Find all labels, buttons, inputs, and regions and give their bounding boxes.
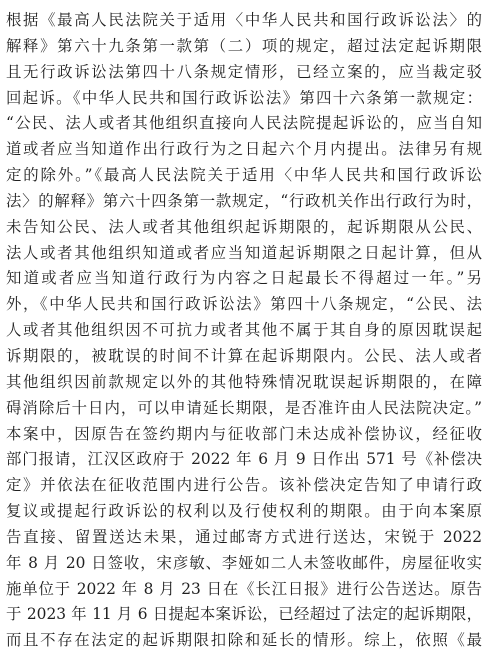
text-line: “公民、法人或者其他组织直接向人民法院提起诉讼的，应当自知: [6, 114, 482, 133]
text-line: 道或者应当知道作出行政行为之日起六个月内提出。法律另有规: [6, 140, 482, 159]
text-line: 未告知公民、法人或者其他组织起诉期限的，起诉期限从公民、: [6, 217, 482, 236]
text-line: 诉期限的，被耽误的时间不计算在起诉期限内。公民、法人或者: [6, 346, 482, 365]
text-line: 而且不存在法定的起诉期限扣除和延长的情形。综上，依照《最: [6, 631, 482, 650]
text-line: 法〉的解释》第六十四条第一款规定，“行政机关作出行政行为时，: [6, 191, 482, 210]
text-line: 本案中，因原告在签约期内与征收部门未达成补偿协议，经征收: [6, 424, 482, 443]
text-line: 于 2023 年 11 月 6 日提起本案诉讼，已经超过了法定的起诉期限，: [6, 605, 482, 624]
text-line: 其他组织因前款规定以外的其他特殊情况耽误起诉期限的，在障: [6, 372, 482, 391]
text-line: 定的除外。”《最高人民法院关于适用〈中华人民共和国行政诉讼: [6, 166, 482, 185]
text-line: 解释》第六十九条第一款第（二）项的规定，超过法定起诉期限: [6, 36, 482, 55]
document-body: [6, 8, 482, 654]
text-line: 人或者其他组织因不可抗力或者其他不属于其自身的原因耽误起: [6, 321, 482, 340]
text-line: 碍消除后十日内，可以申请延长期限，是否准许由人民法院决定。”: [6, 398, 482, 417]
text-line: 知道或者应当知道行政行为内容之日起最长不得超过一年。”另: [6, 269, 482, 288]
text-line: 回起诉。《中华人民共和国行政诉讼法》第四十六条第一款规定：: [6, 88, 482, 107]
text-line: 且无行政诉讼法第四十八条规定情形，已经立案的，应当裁定驳: [6, 62, 482, 81]
text-line: 复议或提起行政诉讼的权利以及行使权利的期限。由于向本案原: [6, 502, 482, 521]
text-line: 定》并依法在征收范围内进行公告。该补偿决定告知了申请行政: [6, 476, 482, 495]
text-line: 根据《最高人民法院关于适用〈中华人民共和国行政诉讼法〉的: [6, 11, 482, 29]
text-line: 施单位于 2022 年 8 月 23 日在《长江日报》进行公告送达。原告: [6, 579, 482, 598]
text-line: 部门报请，江汉区政府于 2022 年 6 月 9 日作出 571 号《补偿决: [6, 450, 482, 469]
text-line: 法人或者其他组织知道或者应当知道起诉期限之日起计算，但从: [6, 243, 482, 262]
text-line: 年 8 月 20 日签收，宋彦敏、李娅如二人未签收邮件，房屋征收实: [6, 553, 482, 572]
text-line: 告直接、留置送达未果，通过邮寄方式进行送达，宋锐于 2022: [6, 527, 482, 546]
text-line: 外，《中华人民共和国行政诉讼法》第四十八条规定，“公民、法: [6, 295, 482, 314]
